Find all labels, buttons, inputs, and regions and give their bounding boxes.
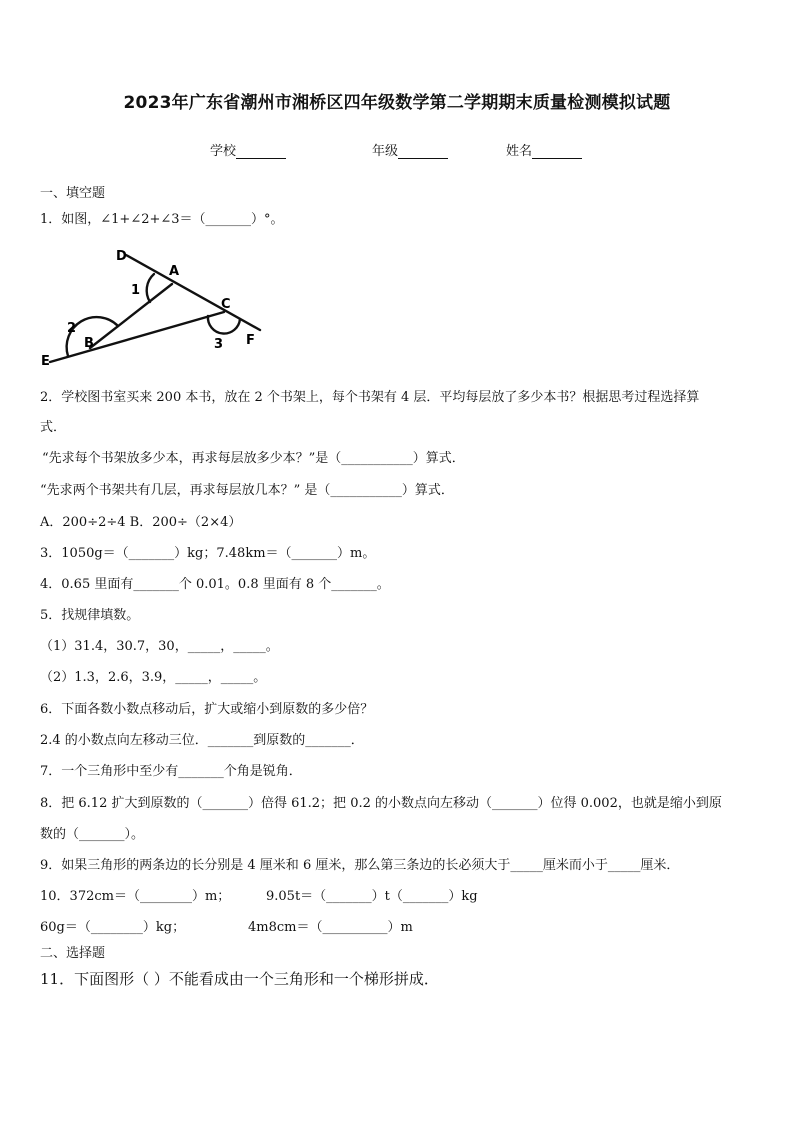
label-2: 2: [67, 321, 77, 336]
school-label: 学校: [210, 144, 237, 159]
label-d: D: [116, 249, 127, 264]
question-7: 7．一个三角形中至少有_______个角是锐角．: [40, 764, 302, 779]
question-2-line2: 式．: [40, 420, 67, 435]
section2-heading: 二、选择题: [40, 946, 106, 961]
question-11: 11．下面图形（ ）不能看成由一个三角形和一个梯形拼成．: [40, 970, 439, 988]
section1-heading: 一、填空题: [40, 186, 106, 201]
label-e: E: [41, 354, 50, 369]
label-a: A: [169, 264, 180, 279]
question-6-title: 6．下面各数小数点移动后，扩大或缩小到原数的多少倍？: [40, 702, 374, 717]
label-f: F: [246, 333, 255, 348]
line-e-c: [50, 312, 224, 362]
label-1: 1: [131, 283, 141, 298]
question-10-d: 4m8cm＝（__________）m: [248, 920, 413, 935]
question-5-line2: （2）1.3，2.6，3.9，_____，_____。: [40, 670, 267, 685]
question-10-c: 60g＝（________）kg；: [40, 920, 186, 935]
question-5-title: 5．找规律填数。: [40, 608, 140, 623]
school-blank: [236, 144, 286, 159]
grade-label: 年级: [372, 144, 399, 159]
angle-figure: [38, 244, 270, 370]
question-8-line2: 数的（_______）。: [40, 827, 145, 842]
question-9: 9．如果三角形的两条边的长分别是 4 厘米和 6 厘米，那么第三条边的长必须大于_____厘米而小于_____厘米．: [40, 858, 680, 873]
question-2-line4: “先求两个书架共有几层，再求每层放几本？” 是（___________）算式．: [40, 483, 454, 498]
question-2-options: A．200÷2÷4 B．200÷（2×4）: [40, 515, 242, 530]
angle-3-arc: [208, 316, 240, 334]
question-3: 3．1050g＝（_______）kg；7.48km＝（_______）m。: [40, 546, 376, 561]
name-blank: [532, 144, 582, 159]
grade-blank: [398, 144, 448, 159]
question-10-b: 9.05t＝（_______）t（_______）kg: [266, 889, 478, 904]
page-title: 2023年广东省潮州市湘桥区四年级数学第二学期期末质量检测模拟试题: [123, 93, 671, 113]
question-6-line1: 2.4 的小数点向左移动三位．_______到原数的_______．: [40, 733, 364, 748]
school-field: [210, 140, 286, 159]
question-8-line1: 8．把 6.12 扩大到原数的（_______）倍得 61.2；把 0.2 的小数点向左移动（_______）位得 0.002，也就是缩小到原: [40, 796, 722, 811]
question-1: 1．如图，∠1+∠2+∠3＝（_______）°。: [40, 212, 284, 227]
question-4: 4．0.65 里面有_______个 0.01。0.8 里面有 8 个_______。: [40, 577, 390, 592]
name-label: 姓名: [506, 144, 533, 159]
question-2-line3: “先求每个书架放多少本，再求每层放多少本？”是（___________）算式．: [42, 451, 465, 466]
label-c: C: [221, 297, 231, 312]
question-5-line1: （1）31.4，30.7，30，_____，_____。: [40, 639, 279, 654]
grade-field: [372, 140, 448, 159]
question-2-line1: 2．学校图书室买来 200 本书，放在 2 个书架上，每个书架有 4 层．平均每层放了多少本书？根据思考过程选择算: [40, 390, 700, 405]
name-field: [506, 140, 582, 159]
question-10-a: 10．372cm＝（________）m；: [40, 889, 231, 904]
label-3: 3: [214, 337, 224, 352]
label-b: B: [84, 336, 94, 351]
